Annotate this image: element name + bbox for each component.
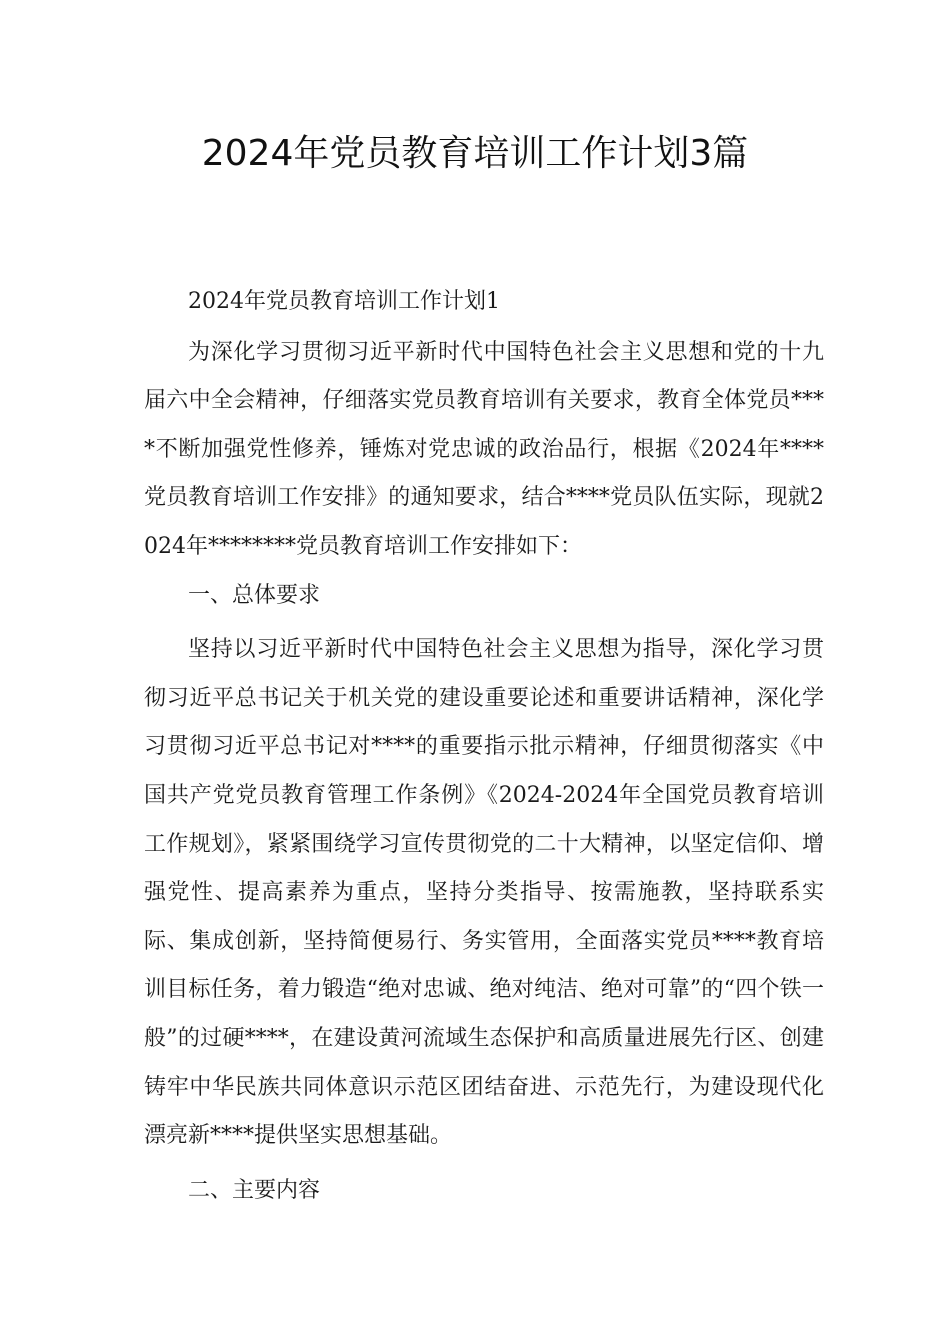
section-heading-main-content: 二、主要内容	[188, 1177, 321, 1203]
section-heading-general-requirements: 一、总体要求	[188, 582, 321, 608]
general-requirements-paragraph: 坚持以习近平新时代中国特色社会主义思想为指导，深化学习贯彻习近平总书记关于机关党的建设重要论述和重要讲话精神，深化学习贯彻习近平总书记对****的重要指示批示精神，仔细贯彻落实《中国共产党党员教育管理工作条例》《2024-2024年全国党员教育培训工作规划》，紧紧围绕学习宣传贯彻党的二十大精神，以坚定信仰、增强党性、提高素养为重点，坚持分类指导、按需施教，坚持联系实际、集成创新，坚持简便易行、务实管用，全面落实党员****教育培训目标任务，着力锻造“绝对忠诚、绝对纯洁、绝对可靠”的“四个铁一般”的过硬****，在建设黄河流域生态保护和高质量进展先行区、创建铸牢中华民族共同体意识示范区团结奋进、示范先行，为建设现代化漂亮新****提供坚实思想基础。	[144, 637, 824, 1149]
intro-paragraph: 为深化学习贯彻习近平新时代中国特色社会主义思想和党的十九届六中全会精神，仔细落实党员教育培训有关要求，教育全体党员****不断加强党性修养，锤炼对党忠诚的政治品行，根据《2024年****党员教育培训工作安排》的通知要求，结合****党员队伍实际，现就2024年********党员教育培训工作安排如下：	[144, 339, 824, 559]
plan-subtitle: 2024年党员教育培训工作计划1	[188, 289, 500, 314]
document-body	[144, 278, 824, 1215]
document-title: 2024年党员教育培训工作计划3篇	[201, 133, 749, 174]
